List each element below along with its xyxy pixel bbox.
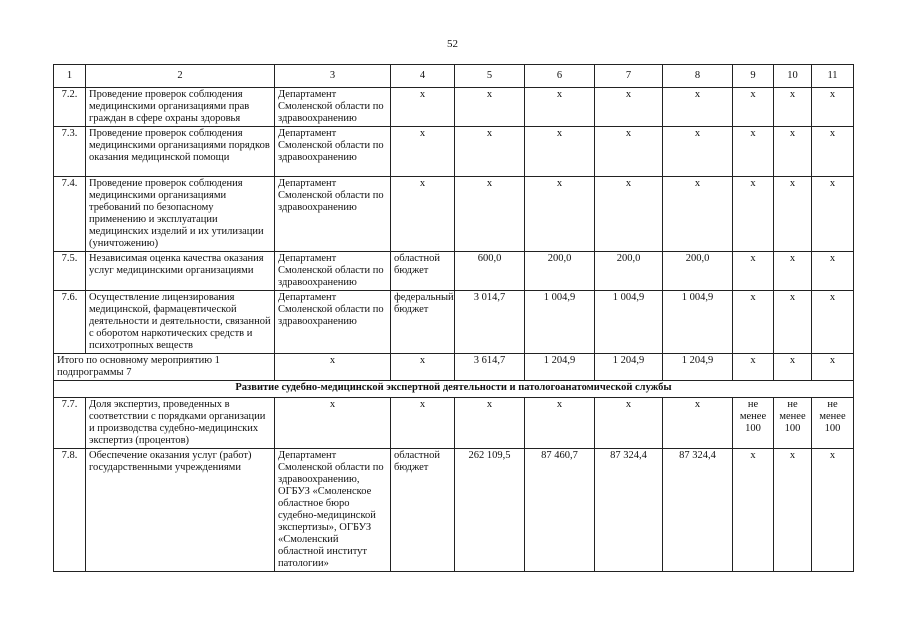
row-source: х	[391, 88, 455, 127]
row-id: 7.3.	[54, 127, 86, 177]
row-value: х	[812, 291, 854, 354]
row-executor: Департамент Смоленской области по здравоохранению	[275, 88, 391, 127]
header-cell: 6	[525, 65, 595, 88]
total-value: 3 614,7	[455, 354, 525, 381]
header-cell: 3	[275, 65, 391, 88]
table-row	[54, 252, 854, 291]
table-row	[54, 177, 854, 252]
table-row	[54, 449, 854, 572]
row-id: 7.5.	[54, 252, 86, 291]
row-source: областной бюджет	[391, 252, 455, 291]
row-name: Независимая оценка качества оказания услуг медицинскими организациями	[86, 252, 275, 291]
total-value: х	[774, 354, 812, 381]
row-value: 87 324,4	[663, 449, 733, 572]
row-value: х	[733, 177, 774, 252]
row-value: х	[812, 127, 854, 177]
row-value: 600,0	[455, 252, 525, 291]
row-name: Проведение проверок соблюдения медицинскими организациями прав граждан в сфере охраны здоровья	[86, 88, 275, 127]
page-number: 52	[447, 38, 458, 50]
row-value: х	[663, 88, 733, 127]
row-value: 87 324,4	[595, 449, 663, 572]
row-value: х	[663, 177, 733, 252]
section-title: Развитие судебно-медицинской экспертной деятельности и патологоанатомической службы	[54, 381, 854, 398]
total-value: 1 204,9	[525, 354, 595, 381]
total-value: 1 204,9	[595, 354, 663, 381]
row-value: х	[812, 449, 854, 572]
total-value: х	[812, 354, 854, 381]
row-value: х	[774, 127, 812, 177]
header-cell: 9	[733, 65, 774, 88]
row-name: Проведение проверок соблюдения медицинскими организациями требований по безопасному применению и эксплуатации медицинских изделий и их утилизации (уничтожению)	[86, 177, 275, 252]
row-executor: Департамент Смоленской области по здравоохранению	[275, 291, 391, 354]
header-cell: 5	[455, 65, 525, 88]
row-value: не менее 100	[733, 398, 774, 449]
row-source: х	[391, 398, 455, 449]
row-value: х	[733, 291, 774, 354]
row-value: х	[595, 177, 663, 252]
header-cell: 1	[54, 65, 86, 88]
row-value: 3 014,7	[455, 291, 525, 354]
row-value: х	[733, 127, 774, 177]
row-value: х	[595, 127, 663, 177]
row-value: х	[455, 88, 525, 127]
row-value: х	[525, 398, 595, 449]
program-table	[53, 64, 854, 572]
row-executor: Департамент Смоленской области по здравоохранению	[275, 177, 391, 252]
total-cell: х	[275, 354, 391, 381]
row-value: х	[774, 291, 812, 354]
row-value: х	[455, 398, 525, 449]
row-value: х	[595, 88, 663, 127]
total-row	[54, 354, 854, 381]
row-executor: Департамент Смоленской области по здравоохранению	[275, 127, 391, 177]
row-value: 200,0	[663, 252, 733, 291]
table-row	[54, 291, 854, 354]
row-value: 200,0	[525, 252, 595, 291]
row-value: х	[525, 127, 595, 177]
total-value: 1 204,9	[663, 354, 733, 381]
row-value: х	[774, 252, 812, 291]
row-name: Доля экспертиз, проведенных в соответствии с порядками организации и производства судебно-медицинских экспертиз (процентов)	[86, 398, 275, 449]
header-cell: 8	[663, 65, 733, 88]
row-value: х	[733, 88, 774, 127]
row-value: 1 004,9	[595, 291, 663, 354]
row-source: федеральный бюджет	[391, 291, 455, 354]
row-value: х	[525, 177, 595, 252]
header-cell: 10	[774, 65, 812, 88]
row-value: 87 460,7	[525, 449, 595, 572]
row-value: х	[663, 127, 733, 177]
header-cell: 4	[391, 65, 455, 88]
row-name: Осуществление лицензирования медицинской, фармацевтической деятельности и деятельности, связанной с оборотом наркотических средств и психотропных веществ	[86, 291, 275, 354]
row-value: х	[525, 88, 595, 127]
row-id: 7.8.	[54, 449, 86, 572]
row-source: х	[391, 127, 455, 177]
row-value: х	[774, 449, 812, 572]
section-row	[54, 381, 854, 398]
row-value: х	[774, 88, 812, 127]
row-value: х	[455, 127, 525, 177]
row-value: х	[733, 449, 774, 572]
row-value: х	[774, 177, 812, 252]
row-value: х	[595, 398, 663, 449]
row-executor: х	[275, 398, 391, 449]
row-value: х	[812, 252, 854, 291]
row-value: 1 004,9	[525, 291, 595, 354]
row-value: не менее 100	[812, 398, 854, 449]
header-row	[54, 65, 854, 88]
row-value: х	[812, 177, 854, 252]
row-value: 200,0	[595, 252, 663, 291]
row-id: 7.2.	[54, 88, 86, 127]
row-value: 262 109,5	[455, 449, 525, 572]
row-source: областной бюджет	[391, 449, 455, 572]
header-cell: 7	[595, 65, 663, 88]
row-value: х	[812, 88, 854, 127]
header-cell: 2	[86, 65, 275, 88]
row-id: 7.7.	[54, 398, 86, 449]
row-value: х	[455, 177, 525, 252]
table-row	[54, 127, 854, 177]
table-row	[54, 398, 854, 449]
row-name: Проведение проверок соблюдения медицинскими организациями порядков оказания медицинской помощи	[86, 127, 275, 177]
row-value: 1 004,9	[663, 291, 733, 354]
row-source: х	[391, 177, 455, 252]
row-value: не менее 100	[774, 398, 812, 449]
total-cell: х	[391, 354, 455, 381]
header-cell: 11	[812, 65, 854, 88]
row-value: х	[733, 252, 774, 291]
row-executor: Департамент Смоленской области по здравоохранению, ОГБУЗ «Смоленское областное бюро судебно-медицинской экспертизы», ОГБУЗ «Смоленский областной институт патологии»	[275, 449, 391, 572]
total-label: Итого по основному мероприятию 1 подпрограммы 7	[54, 354, 275, 381]
row-value: х	[663, 398, 733, 449]
total-value: х	[733, 354, 774, 381]
row-name: Обеспечение оказания услуг (работ) государственными учреждениями	[86, 449, 275, 572]
row-executor: Департамент Смоленской области по здравоохранению	[275, 252, 391, 291]
row-id: 7.6.	[54, 291, 86, 354]
row-id: 7.4.	[54, 177, 86, 252]
table-row	[54, 88, 854, 127]
